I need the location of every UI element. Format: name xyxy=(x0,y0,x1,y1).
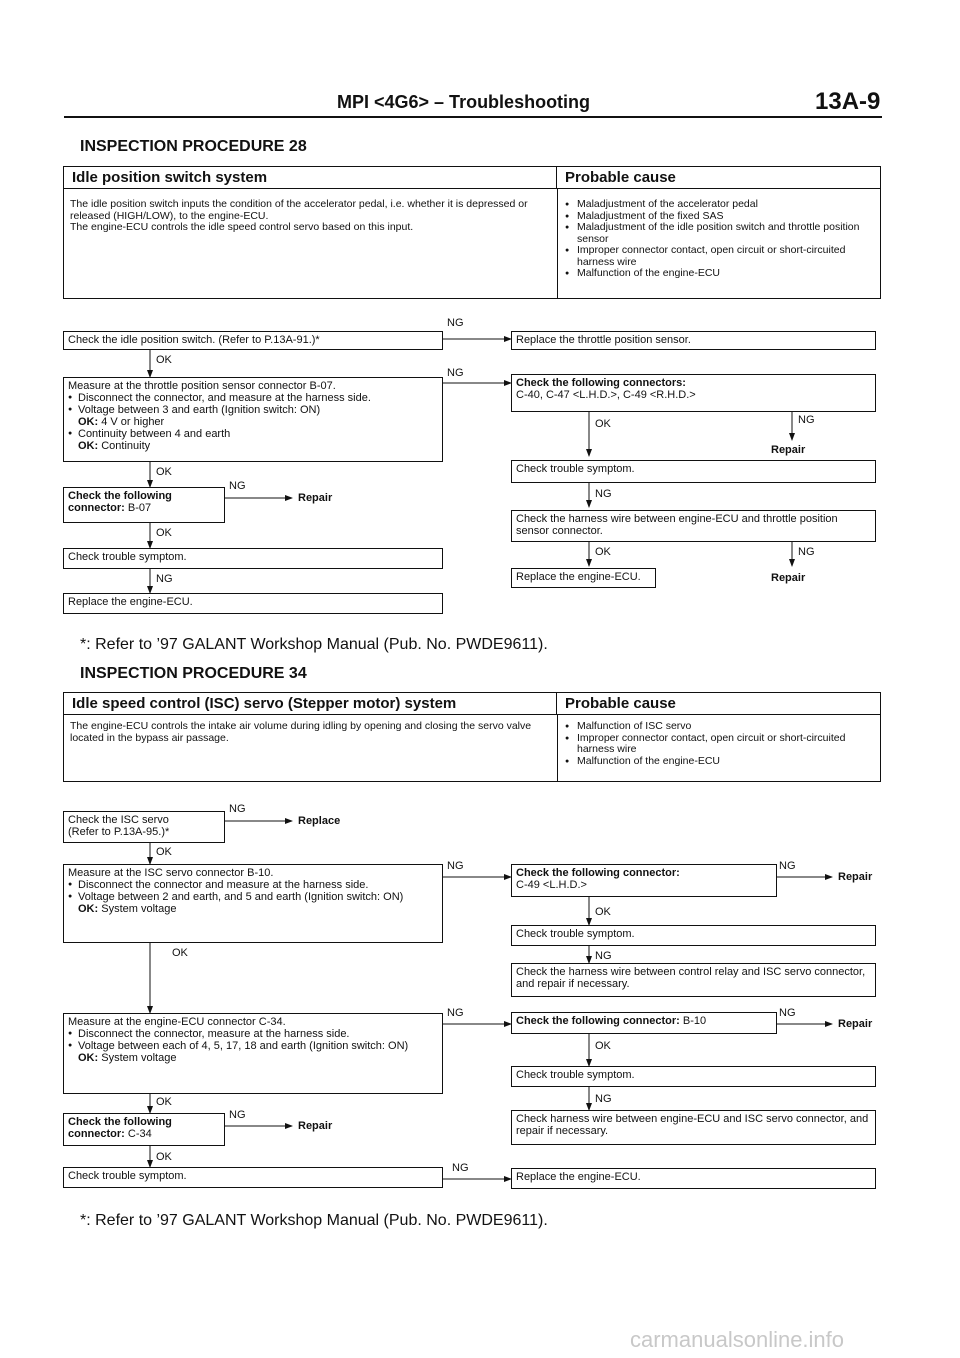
footnote: *: Refer to ’97 GALANT Workshop Manual (Pub. No. PWDE9611). xyxy=(80,1212,548,1229)
step-bullet: Disconnect the connector and measure at the harness side. xyxy=(78,879,369,891)
ok-label: OK xyxy=(595,1040,611,1052)
step-title: Check the following xyxy=(68,490,172,502)
system-name: Idle speed control (ISC) servo (Stepper motor) system xyxy=(64,693,557,715)
step-title: Measure at the throttle position sensor connector B-07. xyxy=(68,380,336,392)
ok-criterion-label: OK: xyxy=(78,440,99,452)
ng-label: NG xyxy=(447,860,464,872)
ng-label: NG xyxy=(156,573,173,585)
step-check-trouble-symptom: Check trouble symptom. xyxy=(511,1066,876,1087)
step-reference: (Refer to P.13A-95.)* xyxy=(68,826,170,838)
ok-criterion-value: System voltage xyxy=(101,1052,177,1064)
probable-cause-title: Probable cause xyxy=(557,693,880,715)
step-bullet: Voltage between 2 and earth, and 5 and earth (Ignition switch: ON) xyxy=(78,891,404,903)
ok-criterion-value: System voltage xyxy=(101,903,177,915)
connector-value: B-10 xyxy=(682,1015,707,1027)
cause-item: ● Malfunction of ISC servo xyxy=(563,721,878,733)
ng-label: NG xyxy=(229,803,246,815)
connector-label: connector: xyxy=(68,502,125,514)
result-replace: Replace xyxy=(298,815,341,827)
probable-cause-title: Probable cause xyxy=(557,167,880,189)
ok-label: OK xyxy=(595,906,611,918)
step-bullet: Disconnect the connector, measure at the harness side. xyxy=(78,1028,350,1040)
step-check-isc-servo xyxy=(63,811,225,843)
ok-label: OK xyxy=(156,1096,172,1108)
result-repair: Repair xyxy=(771,444,806,456)
step-replace-engine-ecu: Replace the engine-ECU. xyxy=(511,1168,876,1189)
procedure-28-heading: INSPECTION PROCEDURE 28 xyxy=(80,138,307,155)
step-title: Check the following xyxy=(68,1116,172,1128)
ok-label: OK xyxy=(172,947,188,959)
procedure-34-table xyxy=(63,692,881,782)
ok-criterion-label: OK: xyxy=(78,1052,99,1064)
system-description: The engine-ECU controls the intake air volume during idling by opening and closing the servo valve located in the bypass air passage. xyxy=(70,720,532,744)
ng-label: NG xyxy=(447,367,464,379)
step-check-harness-relay-isc: Check the harness wire between control relay and ISC servo connector, and repair if necessary. xyxy=(511,963,876,997)
connector-label: connector: xyxy=(68,1128,125,1140)
watermark: carmanualsonline.info xyxy=(630,1327,845,1352)
procedure-28-table xyxy=(63,166,881,299)
result-repair: Repair xyxy=(838,1018,873,1030)
ng-label: NG xyxy=(779,1007,796,1019)
system-description xyxy=(70,199,552,234)
ok-label: OK xyxy=(156,354,172,366)
step-check-trouble-symptom: Check trouble symptom. xyxy=(63,1167,443,1188)
ng-label: NG xyxy=(595,488,612,500)
step-title: Measure at the engine-ECU connector C-34. xyxy=(68,1016,286,1028)
ng-label: NG xyxy=(595,1093,612,1105)
header-rule xyxy=(64,116,882,118)
description-line: The idle position switch inputs the condition of the accelerator pedal, i.e. whether it is depressed or released (HIGH/LOW), to the engine-ECU. xyxy=(70,198,528,222)
ng-label: NG xyxy=(798,546,815,558)
step-title: Measure at the ISC servo connector B-10. xyxy=(68,867,274,879)
ok-criterion-value: Continuity xyxy=(101,440,151,452)
procedure-34-heading: INSPECTION PROCEDURE 34 xyxy=(80,665,307,682)
cause-item: ● Malfunction of the engine-ECU xyxy=(563,756,878,768)
ok-label: OK xyxy=(156,846,172,858)
ok-label: OK xyxy=(156,466,172,478)
ng-label: NG xyxy=(595,950,612,962)
cause-item: ● Improper connector contact, open circuit or short-circuited harness wire xyxy=(563,733,878,756)
ok-label: OK xyxy=(595,546,611,558)
description-line: The engine-ECU controls the idle speed control servo based on this input. xyxy=(70,221,414,233)
ng-label: NG xyxy=(452,1162,469,1174)
connector-value: B-07 xyxy=(127,502,152,514)
connector-value: C-49 <L.H.D.> xyxy=(516,879,587,891)
ng-label: NG xyxy=(447,317,464,329)
step-bullet: Voltage between each of 4, 5, 17, 18 and earth (Ignition switch: ON) xyxy=(78,1040,409,1052)
cause-item: ● Maladjustment of the fixed SAS xyxy=(563,211,878,223)
step-title: Check the following connector: xyxy=(516,867,680,879)
step-check-connector-c49 xyxy=(511,864,777,897)
ok-criterion-value: 4 V or higher xyxy=(101,416,165,428)
step-check-trouble-symptom: Check trouble symptom. xyxy=(63,548,443,569)
page-header-title: MPI <4G6> – Troubleshooting xyxy=(337,92,591,112)
step-replace-engine-ecu: Replace the engine-ECU. xyxy=(63,593,443,614)
ng-label: NG xyxy=(229,1109,246,1121)
ok-criterion-label: OK: xyxy=(78,416,99,428)
step-replace-engine-ecu: Replace the engine-ECU. xyxy=(511,568,656,588)
step-title: Check the ISC servo xyxy=(68,814,169,826)
step-check-trouble-symptom: Check trouble symptom. xyxy=(511,460,876,483)
result-repair: Repair xyxy=(298,492,333,504)
step-check-connector-c34 xyxy=(63,1113,225,1146)
result-repair: Repair xyxy=(771,572,806,584)
ok-label: OK xyxy=(595,418,611,430)
cause-item: ● Maladjustment of the idle position switch and throttle position sensor xyxy=(563,222,878,245)
cause-item: ● Improper connector contact, open circuit or short-circuited harness wire xyxy=(563,245,878,268)
step-replace-throttle-sensor: Replace the throttle position sensor. xyxy=(511,331,876,350)
step-check-connectors-c40-c47-c49 xyxy=(511,374,876,412)
ng-label: NG xyxy=(779,860,796,872)
result-repair: Repair xyxy=(298,1120,333,1132)
ok-label: OK xyxy=(156,1151,172,1163)
step-measure-tps-connector: Measure at the throttle position sensor connector B-07. ● Disconnect the connector, and measure at the harness side. ● Voltage between 3 and earth (Ignition switch: ON) OK: 4 V or higher ● Continuity between 4 and earth OK: Continuity xyxy=(63,377,443,462)
page-number: 13A-9 xyxy=(815,88,881,115)
step-check-harness-ecu-isc: Check harness wire between engine-ECU and ISC servo connector, and repair if necessary. xyxy=(511,1110,876,1145)
step-measure-isc-connector: Measure at the ISC servo connector B-10. ● Disconnect the connector and measure at the harness side. ● Voltage between 2 and earth, and 5 and earth (Ignition switch: ON) OK: System voltage xyxy=(63,864,443,943)
ng-label: NG xyxy=(798,414,815,426)
ok-label: OK xyxy=(156,527,172,539)
step-check-harness-ecu-tps: Check the harness wire between engine-ECU and throttle position sensor connector. xyxy=(511,510,876,542)
step-check-trouble-symptom: Check trouble symptom. xyxy=(511,925,876,946)
step-bullet: Continuity between 4 and earth xyxy=(78,428,231,440)
ng-label: NG xyxy=(229,480,246,492)
step-bullet: Disconnect the connector, and measure at the harness side. xyxy=(78,392,371,404)
step-check-idle-switch: Check the idle position switch. (Refer to P.13A-91.)* xyxy=(63,331,443,350)
step-title: Check the following connector: xyxy=(516,1015,680,1027)
cause-item: ● Malfunction of the engine-ECU xyxy=(563,268,878,280)
cause-item: ● Maladjustment of the accelerator pedal xyxy=(563,199,878,211)
ok-criterion-label: OK: xyxy=(78,903,99,915)
footnote: *: Refer to ’97 GALANT Workshop Manual (Pub. No. PWDE9611). xyxy=(80,636,548,653)
connector-list: C-40, C-47 <L.H.D.>, C-49 <R.H.D.> xyxy=(516,389,696,401)
result-repair: Repair xyxy=(838,871,873,883)
step-title: Check the following connectors: xyxy=(516,377,686,389)
step-measure-ecu-connector: Measure at the engine-ECU connector C-34. ● Disconnect the connector, measure at the harness side. ● Voltage between each of 4, 5, 17, 18 and earth (Ignition switch: ON) OK: System voltage xyxy=(63,1013,443,1094)
system-name: Idle position switch system xyxy=(64,167,557,189)
ng-label: NG xyxy=(447,1007,464,1019)
step-bullet: Voltage between 3 and earth (Ignition switch: ON) xyxy=(78,404,321,416)
connector-value: C-34 xyxy=(127,1128,152,1140)
step-check-connector-b10 xyxy=(511,1012,777,1034)
probable-cause-list xyxy=(563,199,878,280)
probable-cause-list xyxy=(563,721,878,767)
step-check-connector-b07 xyxy=(63,487,225,523)
